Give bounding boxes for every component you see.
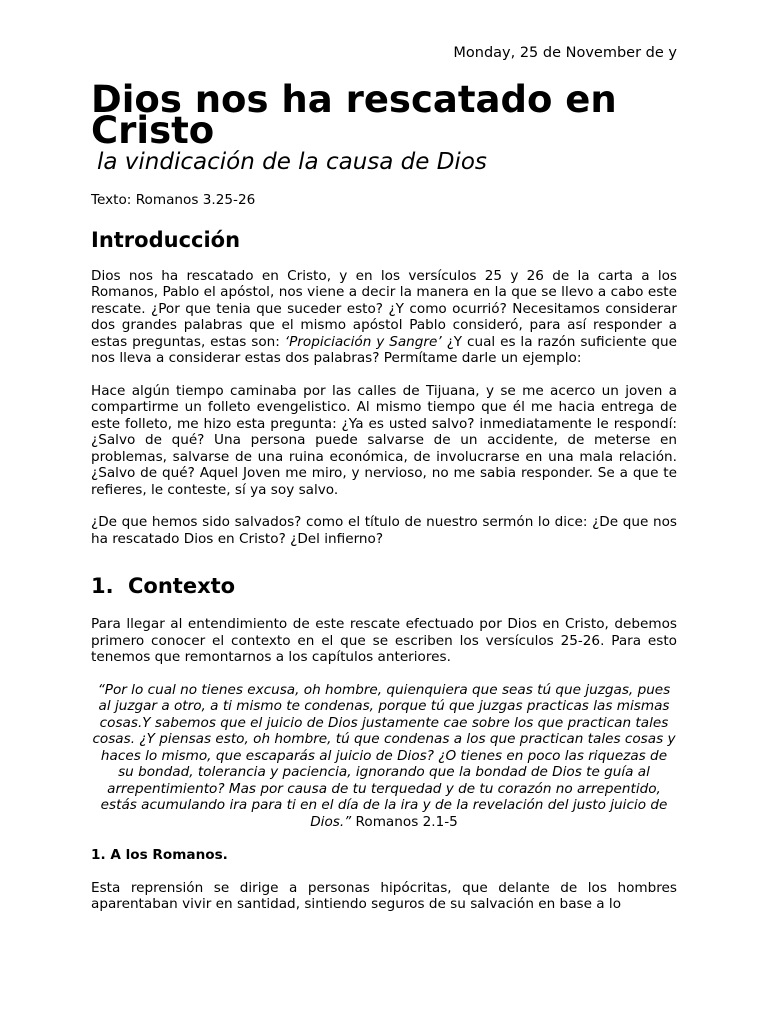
scripture-quote-text: “Por lo cual no tienes excusa, oh hombre, quienquiera que seas tú que juzgas, pues al juzgar a otro, a ti mismo te condenas, porque tú que juzgas practicas las mismas cosas.Y sabemos que el juicio de Dios justamente cae sobre los que practican tales cosas. ¿Y piensas esto, oh hombre, tú que condenas a los que practican tales cosas y haces lo mismo, que escaparás al juicio de Dios? ¿O tienes en poco las riquezas de su bondad, tolerancia y paciencia, ignorando que la bondad de Dios te guía al arrepentimiento? Mas por causa de tu terquedad y de tu corazón no arrepentido, estás acumulando ira para ti en el día de la ira y de la revelación del justo juicio de Dios.” bbox=[92, 681, 676, 830]
scripture-reference: Texto: Romanos 3.25-26 bbox=[91, 192, 256, 208]
document-subtitle: la vindicación de la causa de Dios bbox=[97, 149, 487, 175]
intro-paragraph-2: Hace algún tiempo caminaba por las calles de Tijuana, y se me acerco un joven a compartirme un folleto evengelistico. Al mismo tiempo que él me hacia entrega de este folleto, me hizo esta pregunta: ¿Ya es usted salvo? inmediatamente le respondí: ¿Salvo de qué? Una persona puede salvarse de un accidente, de meterse en problemas, salvarse de una ruina económica, de involucrarse en una mala relación. ¿Salvo de qué? Aquel Joven me miro, y nervioso, no me sabia responder. Se a que te refieres, le conteste, sí ya soy salvo. bbox=[91, 382, 677, 498]
header-date: Monday, 25 de November de y bbox=[453, 45, 677, 61]
contexto-paragraph: Para llegar al entendimiento de este rescate efectuado por Dios en Cristo, debemos primero conocer el contexto en el que se escriben los versículos 25-26. Para esto tenemos que remontarnos a los capítulos anteriores. bbox=[91, 616, 677, 665]
intro-paragraph-1-end: ¿Y cual es la razón suficiente que nos lleva a considerar estas dos palabras? Permítame darle un ejemplo: bbox=[91, 333, 678, 366]
intro-heading: Introducción bbox=[91, 227, 241, 252]
intro-paragraph-1 bbox=[91, 268, 677, 367]
document-body bbox=[91, 192, 677, 913]
document-title: Dios nos ha rescatado en Cristo bbox=[91, 78, 617, 152]
subsection-heading: 1. A los Romanos. bbox=[91, 847, 228, 863]
section-heading-text: Contexto bbox=[128, 574, 236, 598]
scripture-quote-reference: Romanos 2.1-5 bbox=[351, 813, 458, 830]
intro-paragraph-1-emphasis: ‘Propiciación y Sangre’ bbox=[284, 333, 442, 350]
section-number: 1. bbox=[91, 574, 114, 598]
section-heading-contexto bbox=[91, 573, 677, 599]
intro-paragraph-3: ¿De que hemos sido salvados? como el título de nuestro sermón lo dice: ¿De que nos ha rescatado Dios en Cristo? ¿Del infierno? bbox=[91, 514, 677, 547]
intro-paragraph-1-start: Dios nos ha rescatado en Cristo, y en los versículos 25 y 26 de la carta a los Romanos, Pablo el apóstol, nos viene a decir la manera en la que se llevo a cabo este rescate. ¿Por que tenia que suceder esto? ¿Y como ocurrió? Necesitamos considerar dos grandes palabras que el mismo apóstol Pablo consideró, para así responder a estas preguntas, estas son: bbox=[91, 267, 677, 350]
scripture-quote bbox=[91, 682, 677, 831]
romanos-paragraph: Esta reprensión se dirige a personas hipócritas, que delante de los hombres aparentaban vivir en santidad, sintiendo seguros de su salvación en base a lo bbox=[91, 879, 677, 912]
